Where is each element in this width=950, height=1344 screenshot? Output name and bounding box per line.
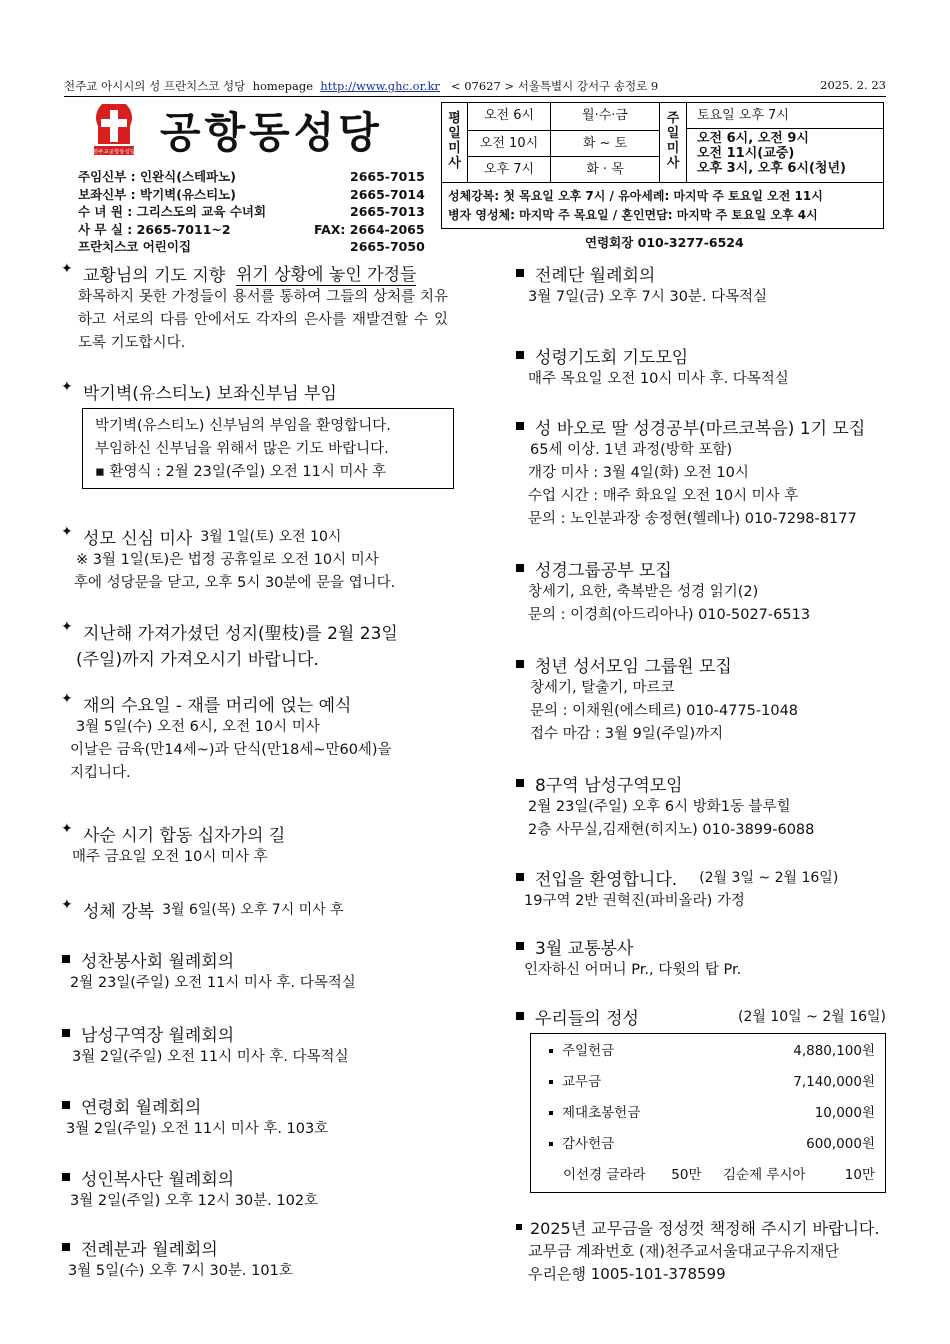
square-bullet-icon <box>516 351 524 359</box>
diamond-bullet-icon <box>62 827 74 839</box>
logo-caption: 천주교공항동성당 <box>92 149 136 156</box>
staff-row: 보좌신부 : 박기벽(유스티노) 2665-7014 <box>78 186 425 202</box>
spirit-prayer-section: 성령기도회 기도모임 매주 목요일 오전 10시 미사 후. 다목적실 <box>516 342 896 391</box>
ash-wednesday-section: ✦ 재의 수요일 - 재를 머리에 얹는 예식 3월 5일(수) 오전 6시, 오전 10시 미사 이날은 금육(만14세~)과 단식(만18세~만60세)을 지킵니다. <box>62 690 454 785</box>
mary-mass-section: ✦ 성모 신심 미사 3월 1일(토) 오전 10시 ※ 3월 1일(토)은 법정 공휴일로 오전 10시 미사 후에 성당문을 닫고, 오후 5시 30분에 문을 엽니다. <box>62 523 454 595</box>
saturday-mass: 토요일 오후 7시 <box>687 103 883 129</box>
liturgy-team-section: 전례단 월례회의 3월 7일(금) 오후 7시 30분. 다목적실 <box>516 260 896 309</box>
header-line <box>64 78 886 96</box>
square-bullet-icon <box>516 1012 524 1020</box>
issue-date: 2025. 2. 23 <box>820 78 886 92</box>
staff-row: 수 녀 원 : 그리스도의 교육 수녀회 2665-7013 <box>78 204 425 219</box>
men-leaders-section: 남성구역장 월례회의 3월 2일(주일) 오전 11시 미사 후. 다목적실 <box>62 1020 454 1069</box>
staff-row: 프란치스코 어린이집 2665-7050 <box>78 239 425 254</box>
stations-section: ✦ 사순 시기 합동 십자가의 길 매주 금요일 오전 10시 미사 후 <box>62 820 454 869</box>
diamond-bullet-icon <box>62 903 74 915</box>
sunday-mass-label: 주 일 미 사 <box>660 103 687 182</box>
square-bullet-icon <box>62 1029 70 1037</box>
newcomers-section: 전입을 환영합니다. (2월 3일 ~ 2월 16일) 19구역 2반 권혁진(파비올라) 가정 <box>516 864 896 913</box>
adult-servers-section: 성인복사단 월례회의 3월 2일(주일) 오후 12시 30분. 102호 <box>62 1164 454 1213</box>
sunday-mass-table <box>660 102 884 183</box>
paul-bible-section: 성 바오로 딸 성경공부(마르코복음) 1기 모집 65세 이상. 1년 과정(방학 포함) 개강 미사 : 3월 4일(화) 오전 10시 수업 시간 : 매주 화요일 오전 10시 미사 후 문의 : 노인분과장 송정현(헬레나) 010-7298-8177 <box>516 413 896 531</box>
square-bullet-icon <box>62 1173 70 1181</box>
address: < 07627 > 서울특별시 강서구 송정로 9 <box>450 79 659 93</box>
palm-section: ✦ 지난해 가져가셨던 성지(聖枝)를 2월 23일 (주일)까지 가져오시기 바랍니다. <box>62 618 454 670</box>
offering-section: 우리들의 정성 (2월 10일 ~ 2월 16일) 주일헌금 4,880,100원 교무금 7,140,000원 제대초봉헌금 10,000원 감사헌금 600,000원 이선경 글라라 50만 김순제 루시아 10만 <box>516 1003 896 1193</box>
diamond-bullet-icon <box>62 530 74 542</box>
header-rule <box>64 96 886 97</box>
district8-section: 8구역 남성구역모임 2월 23일(주일) 오후 6시 방화1동 블루힐 2층 사무실,김재현(히지노) 010-3899-6088 <box>516 770 896 842</box>
square-bullet-icon <box>516 873 524 881</box>
traffic-service-section: 3월 교통봉사 인자하신 어머니 Pr., 다윗의 탑 Pr. <box>516 933 896 982</box>
square-bullet-icon <box>62 955 70 963</box>
mass-row: 오전 6시 월·수·금 <box>468 103 659 130</box>
square-bullet-icon <box>516 942 524 950</box>
offering-row: 주일헌금 4,880,100원 <box>549 1038 879 1064</box>
benediction-section: ✦ 성체 강복 3월 6일(목) 오후 7시 미사 후 <box>62 896 454 922</box>
sunday-mass-times: 오전 6시, 오전 9시 오전 11시(교중) 오후 3시, 오후 6시(청년) <box>697 131 846 176</box>
square-bullet-icon <box>516 269 524 277</box>
liturgy-division-section: 전례분과 월례회의 3월 5일(수) 오후 7시 30분. 101호 <box>62 1234 454 1283</box>
welcome-box: 박기벽(유스티노) 신부님의 부임을 환영합니다. 부임하신 신부님을 위해서 많은 기도 바랍니다. ▪ 환영식 : 2월 23일(주일) 오전 11시 미사 후 <box>82 408 454 489</box>
diamond-bullet-icon <box>62 697 74 709</box>
offering-row: 제대초봉헌금 10,000원 <box>549 1100 879 1126</box>
square-bullet-icon <box>62 1243 70 1251</box>
prayer-section: ✦ 교황님의 기도 지향 위기 상황에 놓인 가정들 화목하지 못한 가정들이 용서를 통하여 그들의 상처를 치유하고 서로의 다름 안에서도 각자의 은사를 재발견할 수 있도록 기도합시다. <box>62 260 448 355</box>
offering-row: 감사헌금 600,000원 <box>549 1131 879 1157</box>
square-bullet-icon <box>516 779 524 787</box>
org-name: 천주교 아시시의 성 프란치스코 성당 <box>64 79 246 93</box>
square-bullet-icon <box>516 422 524 430</box>
mass-row: 오전 10시 화 ~ 토 <box>468 130 659 157</box>
diamond-bullet-icon <box>62 267 74 279</box>
bible-group-section: 성경그룹공부 모집 창세기, 요한, 축복받은 성경 읽기(2) 문의 : 이경희(아드리아나) 010-5027-6513 <box>516 555 896 627</box>
parish-name: 공항동성당 <box>160 108 383 157</box>
square-bullet-icon <box>62 1101 70 1109</box>
weekday-mass-table <box>441 102 660 183</box>
priest-section: ✦ 박기벽(유스티노) 보좌신부님 부임 박기벽(유스티노) 신부님의 부임을 환영합니다. 부임하신 신부님을 위해서 많은 기도 바랍니다. ▪ 환영식 : 2월 23일(주일) 오전 11시 미사 후 <box>62 378 454 489</box>
weekday-mass-label: 평 일 미 사 <box>442 103 468 182</box>
youth-bible-section: 청년 성서모임 그룹원 모집 창세기, 탈출기, 마르코 문의 : 이채원(에스테르) 010-4775-1048 접수 마감 : 3월 9일(주일)까지 <box>516 651 896 746</box>
offering-row: 교무금 7,140,000원 <box>549 1069 879 1095</box>
diamond-bullet-icon <box>62 385 74 397</box>
staff-row: 사 무 실 : 2665-7011~2 FAX: 2664-2065 <box>78 221 425 237</box>
association-president: 연령회장 010-3277-6524 <box>585 235 744 250</box>
square-bullet-icon <box>516 660 524 668</box>
mass-row: 오후 7시 화 · 목 <box>468 156 659 183</box>
staff-list <box>78 168 426 256</box>
square-bullet-icon <box>516 564 524 572</box>
choir-meeting-section: 성찬봉사회 월례회의 2월 23일(주일) 오전 11시 미사 후. 다목적실 <box>62 946 454 995</box>
square-bullet-icon <box>516 1224 522 1230</box>
church-logo-icon <box>92 104 136 160</box>
church-dues-section: 2025년 교무금을 정성껏 책정해 주시기 바랍니다. 교무금 계좌번호 (재)천주교서울대교구유지재단 우리은행 1005-101-378599 <box>516 1214 896 1286</box>
homepage-label: homepage <box>252 79 314 93</box>
donor-row: 이선경 글라라 50만 김순제 루시아 10만 <box>563 1167 875 1183</box>
funeral-society-section: 연령회 월례회의 3월 2일(주일) 오전 11시 미사 후. 103호 <box>62 1092 454 1141</box>
sacrament-info: 성체강복: 첫 목요일 오후 7시 / 유아세례: 마지막 주 토요일 오전 11시 병자 영성체: 마지막 주 목요일 / 혼인면담: 마지막 주 토요일 오후 4시 <box>441 183 884 229</box>
diamond-bullet-icon <box>62 625 74 637</box>
staff-row: 주임신부 : 인완식(스테파노) 2665-7015 <box>78 169 425 184</box>
offering-table <box>530 1033 886 1193</box>
homepage-link[interactable]: http://www.ghc.or.kr <box>320 79 440 93</box>
